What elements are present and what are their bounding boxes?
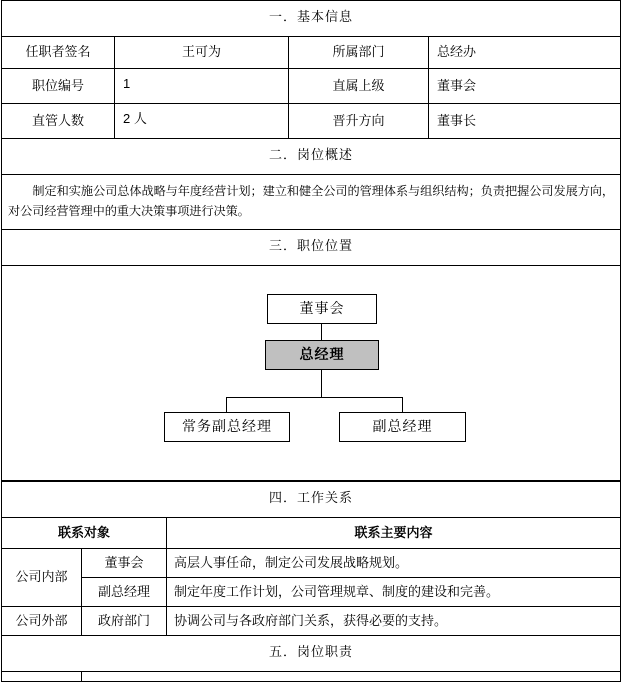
- connector-bus-to-deputy: [402, 397, 403, 412]
- connector-gm-stem: [321, 370, 322, 397]
- org-node-general-manager: [265, 340, 379, 370]
- value-incumbent-signature: 王可为: [115, 37, 289, 69]
- section-heading-job-duties: 五．岗位职责: [2, 636, 621, 672]
- column-header-contact-content: 联系主要内容: [167, 518, 621, 549]
- section-heading-row-work-relations: [2, 482, 621, 518]
- table-row: [2, 104, 621, 139]
- job-duties-partial-row: [2, 672, 621, 682]
- label-incumbent-signature: 任职者签名: [2, 37, 115, 69]
- section-heading-work-relations: 四．工作关系: [2, 482, 621, 518]
- org-node-deputy: [339, 412, 466, 442]
- section-heading-row-position-map: [2, 230, 621, 266]
- basic-info-table: [1, 0, 621, 481]
- value-department: 总经办: [429, 37, 621, 69]
- label-direct-supervisor: 直属上级: [289, 69, 429, 104]
- work-relations-header-row: [2, 518, 621, 549]
- contact-content-deputy-gm: 制定年度工作计划，公司管理规章、制度的建设和完善。: [167, 578, 621, 607]
- org-node-executive-deputy-label: 常务副总经理: [182, 418, 272, 435]
- section-heading-row-job-summary: [2, 139, 621, 175]
- section-heading-position-map: 三．职位位置: [2, 230, 621, 266]
- contact-content-government: 协调公司与各政府部门关系，获得必要的支持。: [167, 607, 621, 636]
- section-heading-job-summary: 二．岗位概述: [2, 139, 621, 175]
- section-heading-row-job-duties: [2, 636, 621, 672]
- value-promotion-path: 董事长: [429, 104, 621, 139]
- column-header-contact-object: 联系对象: [2, 518, 167, 549]
- contact-content-board: 高层人事任命，制定公司发展战略规划。: [167, 549, 621, 578]
- section-heading-basic-info: 一．基本信息: [2, 1, 621, 37]
- label-direct-reports: 直管人数: [2, 104, 115, 139]
- org-chart-row: [2, 266, 621, 481]
- job-duties-content-cell: [82, 672, 621, 682]
- org-node-deputy-label: 副总经理: [372, 418, 433, 435]
- org-node-board-label: 董事会: [299, 300, 345, 317]
- contact-object-deputy-gm: 副总经理: [82, 578, 167, 607]
- group-label-internal: 公司内部: [2, 549, 82, 607]
- table-row: [2, 37, 621, 69]
- table-row: [2, 549, 621, 578]
- org-node-board: [267, 294, 377, 324]
- value-position-code: 1: [115, 69, 289, 104]
- value-direct-supervisor: 董事会: [429, 69, 621, 104]
- label-position-code: 职位编号: [2, 69, 115, 104]
- job-summary-cell: [2, 175, 621, 230]
- connector-board-to-gm: [321, 324, 322, 340]
- table-row: [2, 578, 621, 607]
- value-direct-reports: 2 人: [115, 104, 289, 139]
- label-promotion-path: 晋升方向: [289, 104, 429, 139]
- table-row: [2, 69, 621, 104]
- group-label-external: 公司外部: [2, 607, 82, 636]
- org-chart-cell: [2, 266, 621, 481]
- job-duties-index-cell: [2, 672, 82, 682]
- contact-object-board: 董事会: [82, 549, 167, 578]
- connector-bus-to-executive-deputy: [226, 397, 227, 412]
- label-department: 所属部门: [289, 37, 429, 69]
- job-summary-text: 制定和实施公司总体战略与年度经营计划；建立和健全公司的管理体系与组织结构；负责把握公司发展方向，对公司经营管理中的重大决策事项进行决策。: [8, 183, 615, 218]
- connector-gm-bus: [226, 397, 403, 398]
- table-row: [2, 607, 621, 636]
- org-node-executive-deputy: [164, 412, 290, 442]
- org-chart: [2, 266, 621, 480]
- job-summary-row: [2, 175, 621, 230]
- contact-object-government: 政府部门: [82, 607, 167, 636]
- work-relations-table: [1, 481, 621, 682]
- section-heading-row-basic-info: [2, 1, 621, 37]
- org-node-general-manager-label: 总经理: [299, 346, 345, 363]
